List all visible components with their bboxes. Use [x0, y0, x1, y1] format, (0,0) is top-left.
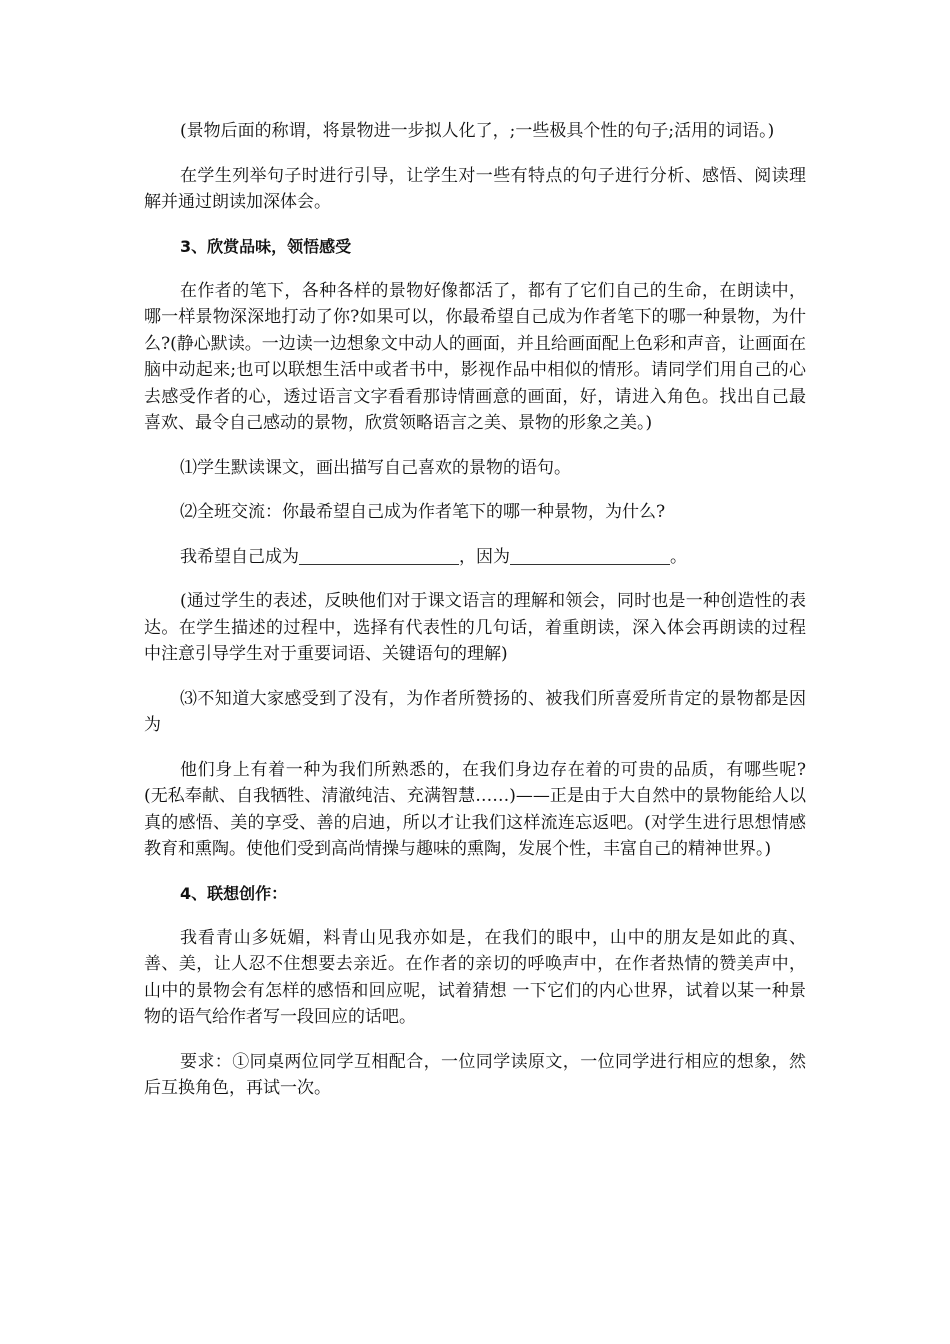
section-heading-4: 4、联想创作： [180, 883, 288, 903]
fill-in-blank-1 [299, 546, 459, 565]
paragraph-creation: 我看青山多妩媚，料青山见我亦如是，在我们的眼中，山中的朋友是如此的真、善、美，让人忍不住想要去亲近。在作者的亲切的呼唤声中，在作者热情的赞美声中，山中的景物会有怎样的感悟和回应呢，试着猜想 一下它们的内心世界，试着以某一种景物的语气给作者写一段回应的话吧。 [144, 927, 806, 1027]
paragraph-guidance: 在学生列举句子时进行引导，让学生对一些有特点的句子进行分析、感悟、阅读理解并通过朗读加深体会。 [144, 165, 806, 212]
paragraph-note-personification: (景物后面的称谓，将景物进一步拟人化了，;一些极具个性的句子;活用的词语。) [180, 121, 775, 141]
section-heading-3: 3、欣赏品味，领悟感受 [180, 236, 352, 256]
paragraph-fill-in [144, 544, 806, 571]
fill-in-blank-2 [510, 546, 670, 565]
paragraph-step-3: ⑶不知道大家感受到了没有，为作者所赞扬的、被我们所喜爱所肯定的景物都是因为 [144, 688, 806, 735]
paragraph-requirement: 要求：①同桌两位同学互相配合，一位同学读原文，一位同学进行相应的想象，然后互换角色，再试一次。 [144, 1051, 806, 1098]
paragraph-step-1: ⑴学生默读课文，画出描写自己喜欢的景物的语句。 [180, 457, 571, 478]
fill-in-suffix: 。 [670, 546, 687, 567]
fill-in-middle: ，因为 [459, 546, 510, 567]
fill-in-prefix: 我希望自己成为 [180, 546, 299, 567]
paragraph-expression-note: (通过学生的表述，反映他们对于课文语言的理解和领会，同时也是一种创造性的表达。在学生描述的过程中，选择有代表性的几句话，着重朗读，深入体会再朗读的过程中注意引导学生对于重要词语、关键语句的理解) [144, 591, 806, 664]
paragraph-step-2: ⑵全班交流：你最希望自己成为作者笔下的哪一种景物，为什么? [180, 502, 666, 522]
document-body [144, 118, 806, 1120]
paragraph-qualities: 他们身上有着一种为我们所熟悉的，在我们身边存在着的可贵的品质，有哪些呢?(无私奉献、自我牺牲、清澈纯洁、充满智慧……)——正是由于大自然中的景物能给人以真的感悟、美的享受、善的启迪，所以才让我们这样流连忘返吧。(对学生进行思想情感教育和熏陶。使他们受到高尚情操与趣味的熏陶，发展个性，丰富自己的精神世界。) [144, 759, 806, 859]
paragraph-appreciation: 在作者的笔下，各种各样的景物好像都活了，都有了它们自己的生命，在朗读中，哪一样景物深深地打动了你?如果可以，你最希望自己成为作者笔下的哪一种景物，为什么?(静心默读。一边读一边想象文中动人的画面，并且给画面配上色彩和声音，让画面在脑中动起来;也可以联想生活中或者书中，影视作品中相似的情形。请同学们用自己的心去感受作者的心，透过语言文字看看那诗情画意的画面，好，请进入角色。找出自己最喜欢、最令自己感动的景物，欣赏领略语言之美、景物的形象之美。) [144, 280, 806, 433]
